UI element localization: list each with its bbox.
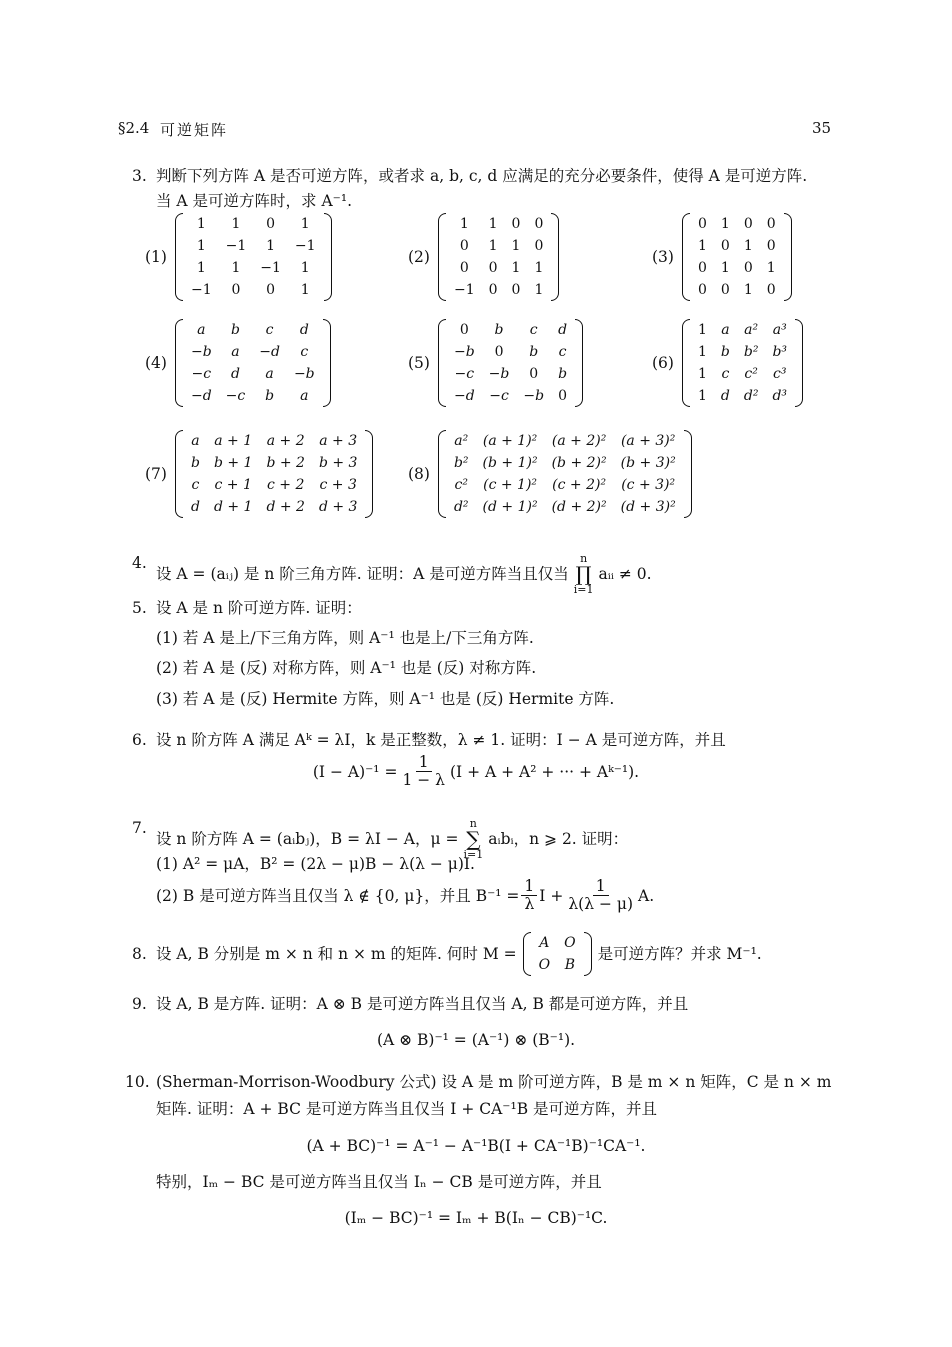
matrix-cell: (b + 2)² (551, 455, 607, 471)
problem-8-number: 8. (132, 945, 147, 963)
problem-8-text (156, 930, 762, 978)
matrix-cell: a (231, 344, 240, 360)
matrix-cell: a + 1 (214, 433, 253, 449)
matrix-cell: c³ (773, 366, 787, 382)
matrix-cell: (d + 3)² (620, 499, 676, 515)
matrix-cell: c (529, 322, 538, 338)
problem-8-text-b: 是可逆方阵？并求 M⁻¹. (597, 945, 762, 963)
matrix-cell: 1 (488, 216, 498, 232)
matrix-cell: 0 (743, 260, 753, 276)
problem-8-text-a: 设 A, B 分别是 m × n 和 n × m 的矩阵. 何时 M = (156, 945, 517, 963)
problem-3-number: 3. (132, 167, 147, 185)
matrix-cell: b² (743, 344, 759, 360)
matrix-cell: 1 (511, 238, 521, 254)
matrix-cell: 0 (766, 216, 776, 232)
matrix-cell: 0 (766, 238, 776, 254)
problem-10-text-3: 特别，Iₘ − BC 是可逆方阵当且仅当 Iₙ − CB 是可逆方阵，并且 (156, 1173, 602, 1191)
problem-10-text: (Sherman-Morrison-Woodbury 公式) 设 A 是 m 阶可逆方阵，B 是 m × n 矩阵，C 是 n × m (156, 1073, 832, 1091)
matrix-cell: (c + 3)² (621, 477, 676, 493)
matrix-cell: b² (453, 455, 469, 471)
matrix-cell: 0 (266, 282, 276, 298)
fraction-denominator: 1 − λ (402, 771, 445, 789)
matrix-cell: 1 (697, 322, 707, 338)
problem-5-item-1: (1) 若 A 是上/下三角方阵，则 A⁻¹ 也是上/下三角方阵. (156, 629, 534, 647)
matrix-cell: 1 (459, 216, 469, 232)
matrix-cell: 0 (266, 216, 276, 232)
eq-rhs: (I + A + A² + ··· + Aᵏ⁻¹). (449, 762, 640, 781)
matrix-cell: −d (259, 344, 280, 360)
problem-4-text-b: aᵢᵢ ≠ 0. (598, 565, 652, 583)
matrix-cell: 1 (720, 216, 730, 232)
problem-9-text: 设 A, B 是方阵. 证明：A ⊗ B 是可逆方阵当且仅当 A, B 都是可逆方阵，并且 (156, 995, 689, 1013)
matrix-cell: a³ (772, 322, 787, 338)
matrix-cell: (a + 1)² (482, 433, 538, 449)
matrix-cell: −1 (453, 282, 475, 298)
matrix-cell: d (558, 322, 568, 338)
matrix-cell: 1 (534, 260, 544, 276)
matrix-cell: 0 (494, 344, 504, 360)
matrix-cell: 1 (196, 238, 206, 254)
problem-7-text-b: aᵢbᵢ，n ⩾ 2. 证明： (488, 830, 629, 848)
matrix-cell: 1 (743, 238, 753, 254)
matrix-cell: −b (523, 388, 545, 404)
matrix-cell: −1 (294, 238, 316, 254)
matrix-cell: 1 (300, 282, 310, 298)
matrix-cell: 1 (266, 238, 276, 254)
item-2-text-c: A. (638, 886, 655, 905)
matrix-1 (145, 213, 332, 301)
matrix-cell: 1 (697, 366, 707, 382)
item-2-text-a: (2) B 是可逆方阵当且仅当 λ ∉ {0, μ}，并且 B⁻¹ = (156, 886, 520, 905)
matrix-cell: 0 (511, 216, 521, 232)
problem-6-number: 6. (132, 731, 147, 749)
matrix-cell: a (300, 388, 309, 404)
matrix-cell: b³ (772, 344, 788, 360)
matrix-cell: (d + 2)² (551, 499, 607, 515)
matrix-cell: d + 2 (266, 499, 305, 515)
problem-5-item-3: (3) 若 A 是 (反) Hermite 方阵，则 A⁻¹ 也是 (反) Hermite 方阵. (156, 690, 615, 708)
matrix-cell: b + 1 (213, 455, 253, 471)
product-symbol (574, 553, 594, 595)
fraction-2-denominator: λ(λ − μ) (568, 895, 634, 913)
problem-10-text-2: 矩阵. 证明：A + BC 是可逆方阵当且仅当 I + CA⁻¹B 是可逆方阵，并且 (156, 1100, 658, 1118)
matrix-cell: a (197, 322, 206, 338)
matrix-cell: 0 (697, 282, 707, 298)
matrix-cell: (c + 2)² (552, 477, 607, 493)
matrix-cell: −c (489, 388, 509, 404)
matrix-cell: 0 (529, 366, 539, 382)
problem-7-item-2 (156, 878, 654, 913)
fraction-1 (521, 878, 537, 913)
matrix-cell: 0 (534, 216, 544, 232)
matrix-cell: (a + 3)² (620, 433, 676, 449)
matrix-cell: d (230, 366, 240, 382)
block-matrix-cell: B (564, 957, 575, 973)
matrix-cell: b (494, 322, 504, 338)
matrix-cell: (a + 2)² (551, 433, 607, 449)
matrix-cell: −c (191, 366, 212, 382)
matrix-cell: −1 (190, 282, 212, 298)
sum-upper: n (469, 817, 477, 830)
matrix-cell: c (558, 344, 567, 360)
problem-4-number: 4. (132, 554, 147, 572)
sum-operator: ∑ (466, 827, 481, 851)
problem-5-item-2: (2) 若 A 是 (反) 对称方阵，则 A⁻¹ 也是 (反) 对称方阵. (156, 659, 537, 677)
matrix-cell: a² (454, 433, 469, 449)
matrix-cell: (d + 1)² (482, 499, 538, 515)
problem-10-equation-1: (A + BC)⁻¹ = A⁻¹ − A⁻¹B(I + CA⁻¹B)⁻¹CA⁻¹. (306, 1137, 646, 1155)
matrix-cell: 0 (459, 322, 469, 338)
matrix-cell: 1 (697, 344, 707, 360)
matrix-cell: 0 (743, 216, 753, 232)
matrix-cell: c + 2 (266, 477, 305, 493)
matrix-label: (7) (145, 465, 167, 483)
matrix-cell: 1 (196, 216, 206, 232)
matrix-cell: c (265, 322, 274, 338)
matrix-cell: (b + 1)² (482, 455, 538, 471)
matrix-cell: −d (453, 388, 475, 404)
matrix-cell: c² (744, 366, 758, 382)
problem-7-number: 7. (132, 819, 147, 837)
matrix-cell: 1 (743, 282, 753, 298)
matrix-cell: 1 (488, 238, 498, 254)
matrix-cell: d + 1 (213, 499, 253, 515)
matrix-8 (408, 430, 692, 518)
eq-lhs: (I − A)⁻¹ = (312, 762, 398, 781)
matrix-cell: d² (453, 499, 469, 515)
product-operator: ∏ (575, 562, 592, 586)
matrix-cell: −c (454, 366, 475, 382)
matrix-cell: 1 (766, 260, 776, 276)
problem-3-text: 判断下列方阵 A 是否可逆方阵，或者求 a, b, c, d 应满足的充分必要条件，使得 A 是可逆方阵. (156, 167, 808, 185)
matrix-cell: 0 (488, 282, 498, 298)
matrix-4 (145, 319, 331, 407)
matrix-cell: 0 (766, 282, 776, 298)
matrix-cell: b + 3 (318, 455, 358, 471)
matrix-cell: 0 (697, 260, 707, 276)
matrix-cell: 1 (231, 260, 241, 276)
matrix-cell: c + 1 (214, 477, 252, 493)
matrix-cell: −b (293, 366, 315, 382)
matrix-cell: −b (453, 344, 475, 360)
matrix-cell: 0 (720, 238, 730, 254)
matrix-cell: b (265, 388, 275, 404)
matrix-label: (5) (408, 354, 430, 372)
problem-10-equation-2: (Iₘ − BC)⁻¹ = Iₘ + B(Iₙ − CB)⁻¹C. (344, 1209, 608, 1227)
matrix-cell: 0 (459, 260, 469, 276)
problem-9-number: 9. (132, 995, 147, 1013)
matrix-cell: 0 (511, 282, 521, 298)
matrix-cell: 1 (300, 216, 310, 232)
problem-7-item-1: (1) A² = μA，B² = (2λ − μ)B − λ(λ − μ)I. (156, 855, 475, 873)
matrix-cell: b (230, 322, 240, 338)
matrix-cell: d (720, 388, 730, 404)
matrix-cell: 0 (558, 388, 568, 404)
matrix-cell: 1 (511, 260, 521, 276)
matrix-cell: 1 (231, 216, 241, 232)
matrix-cell: d (299, 322, 309, 338)
matrix-cell: 1 (300, 260, 310, 276)
item-2-text-b: I + (539, 886, 564, 905)
matrix-cell: a + 2 (266, 433, 305, 449)
matrix-cell: b + 2 (266, 455, 305, 471)
matrix-cell: a (191, 433, 200, 449)
matrix-6 (652, 319, 803, 407)
matrix-cell: −1 (260, 260, 281, 276)
section-number: §2.4 (118, 119, 150, 137)
problem-6-text: 设 n 阶方阵 A 满足 Aᵏ = λI，k 是正整数，λ ≠ 1. 证明：I − A 是可逆方阵，并且 (156, 731, 726, 749)
problem-5-text: 设 A 是 n 阶可逆方阵. 证明： (156, 599, 362, 617)
product-upper: n (580, 552, 588, 565)
sum-lower: i=1 (463, 848, 484, 861)
fraction-numerator: 1 (416, 754, 432, 772)
matrix-cell: b (720, 344, 730, 360)
problem-10-number: 10. (125, 1073, 150, 1091)
matrix-cell: 0 (231, 282, 241, 298)
matrix-cell: d + 3 (318, 499, 358, 515)
matrix-cell: 1 (720, 260, 730, 276)
section-title: 可逆矩阵 (160, 121, 229, 139)
matrix-5 (408, 319, 583, 407)
block-matrix-cell: A (539, 935, 550, 951)
matrix-cell: −d (190, 388, 212, 404)
fraction-1-numerator: 1 (521, 878, 537, 896)
matrix-label: (6) (652, 354, 674, 372)
matrix-cell: 0 (697, 216, 707, 232)
matrix-label: (4) (145, 354, 167, 372)
problem-9-equation: (A ⊗ B)⁻¹ = (A⁻¹) ⊗ (B⁻¹). (376, 1031, 576, 1049)
problem-5-number: 5. (132, 599, 147, 617)
matrix-cell: a (265, 366, 274, 382)
problem-4-text-a: 设 A = (aᵢⱼ) 是 n 阶三角方阵. 证明：A 是可逆方阵当且仅当 (156, 565, 569, 583)
matrix-cell: 1 (697, 238, 707, 254)
matrix-cell: −1 (225, 238, 247, 254)
matrix-cell: 0 (488, 260, 498, 276)
matrix-cell: d³ (772, 388, 788, 404)
matrix-cell: c (300, 344, 309, 360)
fraction-2-numerator: 1 (593, 878, 609, 896)
matrix-label: (1) (145, 248, 167, 266)
block-matrix-cell: O (564, 935, 576, 951)
matrix-cell: a (721, 322, 730, 338)
problem-6-equation (0, 754, 952, 789)
matrix-cell: c² (454, 477, 468, 493)
matrix-cell: 1 (697, 388, 707, 404)
matrix-cell: c (721, 366, 730, 382)
block-matrix (523, 932, 592, 976)
fraction-2 (565, 878, 636, 913)
matrix-cell: d² (743, 388, 759, 404)
matrix-cell: a + 3 (319, 433, 358, 449)
page-number: 35 (812, 119, 832, 137)
problem-7-text-a: 设 n 阶方阵 A = (aᵢbⱼ)，B = λI − A，μ = (156, 830, 459, 848)
matrix-cell: c (191, 477, 200, 493)
matrix-cell: 0 (720, 282, 730, 298)
matrix-cell: b (529, 344, 539, 360)
matrix-cell: c + 3 (319, 477, 357, 493)
problem-3-text-2: 当 A 是可逆方阵时，求 A⁻¹. (156, 192, 352, 210)
matrix-7 (145, 430, 373, 518)
matrix-label: (8) (408, 465, 430, 483)
matrix-cell: 1 (196, 260, 206, 276)
problem-4-text (156, 553, 652, 595)
matrix-cell: (c + 1)² (483, 477, 538, 493)
matrix-cell: b (190, 455, 200, 471)
matrix-cell: −c (225, 388, 246, 404)
matrix-cell: 1 (534, 282, 544, 298)
matrix-cell: 0 (459, 238, 469, 254)
matrix-cell: −b (190, 344, 212, 360)
matrix-label: (3) (652, 248, 674, 266)
fraction-1-denominator: λ (524, 895, 535, 913)
matrix-label: (2) (408, 248, 430, 266)
matrix-2 (408, 213, 559, 301)
block-matrix-cell: O (538, 957, 551, 973)
matrix-cell: a² (744, 322, 759, 338)
matrix-cell: −b (488, 366, 510, 382)
matrix-cell: d (190, 499, 200, 515)
matrix-3 (652, 213, 792, 301)
product-lower: i=1 (573, 583, 594, 596)
matrix-cell: b (558, 366, 568, 382)
fraction (399, 754, 448, 789)
matrix-cell: (b + 3)² (620, 455, 676, 471)
matrix-cell: 0 (534, 238, 544, 254)
